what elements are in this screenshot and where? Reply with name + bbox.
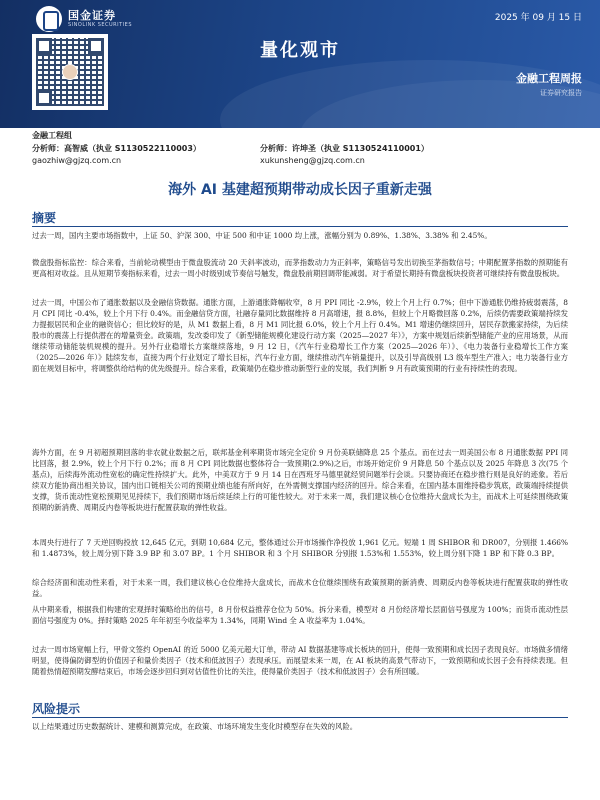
section-divider [32, 226, 568, 227]
summary-paragraph: 本周央行进行了 7 天逆回购投放 12,645 亿元，到期 10,684 亿元，整体通过公开市场操作净投放 1,961 亿元。短端 1 周 SHIBOR 和 DR007，分别报 1.466%和 1.4873%，较上周分别下降 3.9 BP 和 3.07 BP。1 个月 SHIBOR 和 3 个月 SHIBOR 分别报 1.53%和 1.553%，较上周分别下降 1 BP 和下降 0.3 BP。 [32, 538, 568, 558]
analyst-entry [32, 143, 232, 167]
report-type: 金融工程周报 [516, 72, 582, 85]
summary-paragraph: 过去一周市场宽幅上行，甲骨文签约 OpenAI 的近 5000 亿美元超大订单，带动 AI 数据基建等成长板块的回升，使得一致预期和成长因子表现良好。市场做多情绪明显，使得偏防御型的价值因子和量价类因子（技术和低波因子）表现承压。而展望未来一周，在 AI 板块的高景气带动下，一致预期和成长因子会有持续表现。但随着热情超预期发酵结束后，市场会逐步回归到对估值性价比的关注，使得量价类因子（技术和低波因子）会有所回暖。 [32, 645, 568, 676]
team-name: 金融工程组 [32, 131, 72, 140]
summary-paragraph: 综合经济面和流动性来看，对于未来一周，我们建议核心仓位维持大盘成长，而战术仓位继续围绕有政策预期的新消费、周期反内卷等板块进行配置获取的弹性收益。 [32, 578, 568, 598]
logo-name-cn: 国金证券 [68, 9, 116, 22]
report-banner [0, 0, 600, 128]
analyst-email[interactable]: xukunsheng@gjzq.com.cn [260, 156, 365, 165]
logo-name-en: SINOLINK SECURITIES [68, 22, 132, 28]
risk-heading: 风险提示 [32, 702, 81, 716]
report-series-title: 量化观市 [260, 40, 340, 61]
summary-paragraph: 过去一周，国内主要市场指数中，上证 50、沪深 300、中证 500 和中证 1000 均上涨，涨幅分别为 0.89%、1.38%、3.38% 和 2.45%。 [32, 231, 492, 240]
logo-icon [36, 6, 62, 32]
report-date: 2025 年 09 月 15 日 [494, 13, 582, 23]
summary-paragraph: 过去一周，中国公布了通胀数据以及金融信贷数据。通胀方面，上游通胀降幅收窄，8 月 PPI 同比 -2.9%，较上个月上行 0.7%；但中下游通胀仍维持疲弱震荡，8 月 CPI 同比 -0.4%，较上个月下行 0.4%。而金融信贷方面，社融存量同比数据维持 8 月高增速，报 8.8%，但较上个月略微回落 0.2%，后续仍需要政策端持续发力提振居民和企业的融资信心；但比较好的是，从 M1 数据上看，8 月 M1 同比报 6.0%，较上个月上行 0.4%。M1 增速仍继续回升，居民存款搬家持续，为后续股市的震荡上行提供潜在的增量资金。政策端，发改委印发了《新型储能规模化建设行动方案（2025—2027 年）》，方案中规划后续新型储能产业的应用场景，从而继续带动储能装机规模的提升。另外行业稳增长方案继续落地，9 月 12 日，《汽车行业稳增长工作方案（2025—2026 年）》、《电力装备行业稳增长工作方案（2025—2026 年）》陆续发布，直接为两个行业划定了增长目标，汽车行业方面，继续推动汽车销量提升，以及引导高级别 L3 级车型生产准入；电力装备行业方面在规划目标中，将调整供给结构的优先级提升。综合来看，政策端仍在稳步推动新型行业的发展，我们判断 9 月有政策预期的行业有持续性的表现。 [32, 298, 568, 373]
analyst-entry [260, 143, 460, 167]
summary-heading: 摘要 [32, 211, 57, 225]
analyst-name: 分析师：高智威（执业 S1130522110003） [32, 144, 201, 153]
company-logo [36, 6, 132, 32]
risk-paragraph: 以上结果通过历史数据统计、建模和测算完成，在政策、市场环境发生变化时模型存在失效的风险。 [32, 722, 358, 731]
report-headline: 海外 AI 基建超预期带动成长因子重新走强 [168, 182, 432, 198]
summary-paragraph: 海外方面，在 9 月初超预期回落的非农就业数据之后，联邦基金利率期货市场完全定价 9 月份美联储降息 25 个基点。而在过去一周美国公布 8 月通胀数据 PPI 同比回落，报 2.9%，较上个月下行 0.2%；而 8 月 CPI 同比数据也整体符合一致预期(2.9%)之后，市场开始定价 9 月降息 50 个基点以及 2025 年降息 3 次(75 个基点)，后续海外流动性宽松的确定性持续扩大。此外，中美双方于 9 月 14 日在西班牙马德里就经贸问题举行会谈。只要协商还在稳步推行则是良好的迹象。若后续双方能协商出相关协议，国内出口链相关公司的预期业绩也能有所向好，在外需侧支撑国内经济的回升。综合来看，在国内基本面维持稳步筑底，政策端持续提供支撑，货币流动性宽松预期见见持续下，我们预期市场后续延续上行的可能性较大。对于未来一周，我们建议核心仓位维持大盘成长为主，而战术上可延续围绕政策预期的新消费、周期反内卷等板块进行配置获取的弹性收益。 [32, 448, 568, 512]
section-divider [32, 717, 568, 718]
report-category: 证券研究报告 [540, 89, 582, 97]
analyst-block [32, 130, 572, 167]
analyst-name: 分析师：许坤圣（执业 S1130524110001） [260, 144, 429, 153]
analyst-email[interactable]: gaozhiw@gjzq.com.cn [32, 156, 122, 165]
qr-avatar-icon [62, 64, 78, 80]
summary-paragraph: 从中期来看，根据我们构建的宏观择时策略给出的信号，8 月份权益推荐仓位为 50%。拆分来看，模型对 8 月份经济增长层面信号强度为 100%；而货币流动性层面信号强度为 0%。择时策略 2025 年年初至今收益率为 1.34%，同期 Wind 全 A 收益率为 1.04%。 [32, 605, 568, 625]
summary-paragraph: 微盘股指标监控：综合来看，当前轮动模型由于微盘股流动 20 天斜率波动，而茅指数动力为正斜率，策略信号发出切换至茅指数信号；中期配置茅指数的预期能有更高相对收益。且从短期节奏指标来看，过去一周小时级别成节奏信号触发，微盘股前期回调带能减弱。对于希望长期持有微盘板块投资者可继续持有微盘股板块。 [32, 258, 568, 278]
qr-finder-icon [36, 90, 52, 106]
